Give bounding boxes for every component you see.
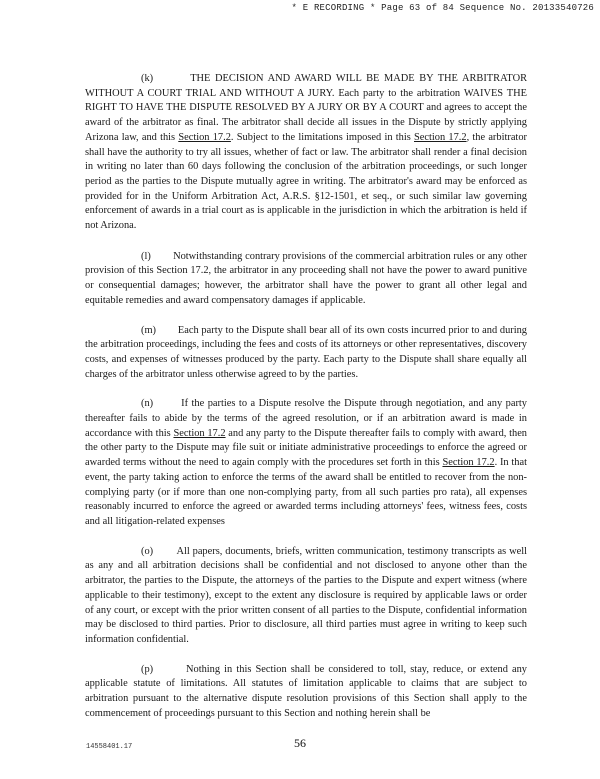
paragraph-k-text-3: , the arbitrator shall have the authority to try all issues, whether of fact or law. The arbitrator shall render a final decision in writing no later than 60 days following the conclusion of the arbitration proceedings, or such longer period as the parties to the Dispute mutually agree in writing. The arbitrator's award may be enforced as provided for in the Uniform Arbitration Act, A.R.S. §12-1501, et seq., or such similar law governing enforcement of awards in a trial court as is applicable in the jurisdiction in which the arbitration is held if not Arizona.	[85, 131, 527, 232]
paragraph-k-text-2: . Subject to the limitations imposed in this	[230, 131, 414, 143]
paragraph-n-text-3: . In that event, the party taking action to enforce the terms of the award shall be entitled to recover from the non-complying party (or if more than one non-complying party, from all such parties pro rata), all expenses reasonably incurred to enforce the agreed or awarded terms including attorneys' fees, witness fees, costs and all litigation-related expenses	[85, 457, 527, 527]
section-ref: Section 17.2	[442, 457, 495, 469]
paragraph-l-text: Notwithstanding contrary provisions of the commercial arbitration rules or any other provision of this Section 17.2, the arbitrator in any proceeding shall not have the power to award punitive or consequential damages; however, the arbitrator shall have the power to grant all other legal and equitable remedies and award compensatory damages if applicable.	[85, 250, 527, 306]
paragraph-m-text: Each party to the Dispute shall bear all of its own costs incurred prior to and during the arbitration proceedings, including the fees and costs of its attorneys or other representatives, discovery costs, and expenses of witnesses produced by the party. Each party to the Dispute shall share equally all charges of the arbitrator unless otherwise agreed to by the parties.	[85, 324, 528, 380]
paragraph-o-text: All papers, documents, briefs, written communication, testimony transcripts as well as any and all arbitration decisions shall be confidential and not disclosed to anyone other than the arbitrator, the parties to the Dispute, the attorneys of the parties to the Dispute and expert witness (where applicable to their testimony), except to the extent any disclosure is required by applicable laws or order of any court, or except with the prior written consent of all parties to the Dispute, confidential information may be disclosed to third parties. Prior to disclosure, all third parties must agree in writing to keep such information confidential.	[85, 545, 527, 645]
page-number: 56	[294, 736, 306, 750]
section-ref: Section 17.2	[173, 427, 226, 439]
paragraph-k	[85, 72, 527, 234]
paragraph-p-text: Nothing in this Section shall be considered to toll, stay, reduce, or extend any applicable statute of limitations. All statutes of limitation applicable to claims that are subject to arbitration pursuant to the alternative dispute resolution provisions of this Section shall apply to the commencement of proceedings pursuant to this Section and nothing herein shall be	[85, 663, 527, 719]
document-id: 14558401.17	[86, 743, 133, 751]
document-body	[85, 72, 527, 736]
paragraph-m	[85, 324, 527, 383]
paragraph-m-label: (m)	[141, 324, 157, 336]
paragraph-n	[85, 397, 527, 529]
paragraph-o	[85, 545, 527, 648]
recording-header: * E RECORDING * Page 63 of 84 Sequence No. 20133540726	[291, 3, 594, 13]
paragraph-o-label: (o)	[141, 545, 154, 557]
paragraph-n-text-2: and any party to the Dispute thereafter fails to comply with award, then the other party to the Dispute may file suit or initiate administrative proceedings to enforce the agreed or awarded terms without the need to again comply with the procedures set forth in this	[85, 427, 528, 469]
section-ref: Section 17.2	[178, 131, 231, 143]
paragraph-k-text-1: THE DECISION AND AWARD WILL BE MADE BY THE ARBITRATOR WITHOUT A COURT TRIAL AND WITHOUT A JURY. Each party to the arbitration WAIVES THE RIGHT TO HAVE THE DISPUTE RESOLVED BY A JURY OR BY A COURT and agrees to accept the award of the arbitrator as final. The arbitrator shall decide all issues in the Dispute by strictly applying Arizona law, and this	[85, 73, 528, 143]
paragraph-n-label: (n)	[141, 398, 154, 410]
paragraph-n-text-1: If the parties to a Dispute resolve the Dispute through negotiation, and any party thereafter fails to abide by the terms of the agreed resolution, or if an arbitration award is made in accordance with this	[85, 398, 527, 439]
section-ref: Section 17.2	[414, 131, 467, 143]
paragraph-p	[85, 663, 527, 722]
paragraph-k-label: (k)	[141, 73, 154, 84]
paragraph-l-label: (l)	[141, 250, 151, 262]
paragraph-p-label: (p)	[141, 663, 154, 675]
paragraph-l	[85, 250, 527, 309]
